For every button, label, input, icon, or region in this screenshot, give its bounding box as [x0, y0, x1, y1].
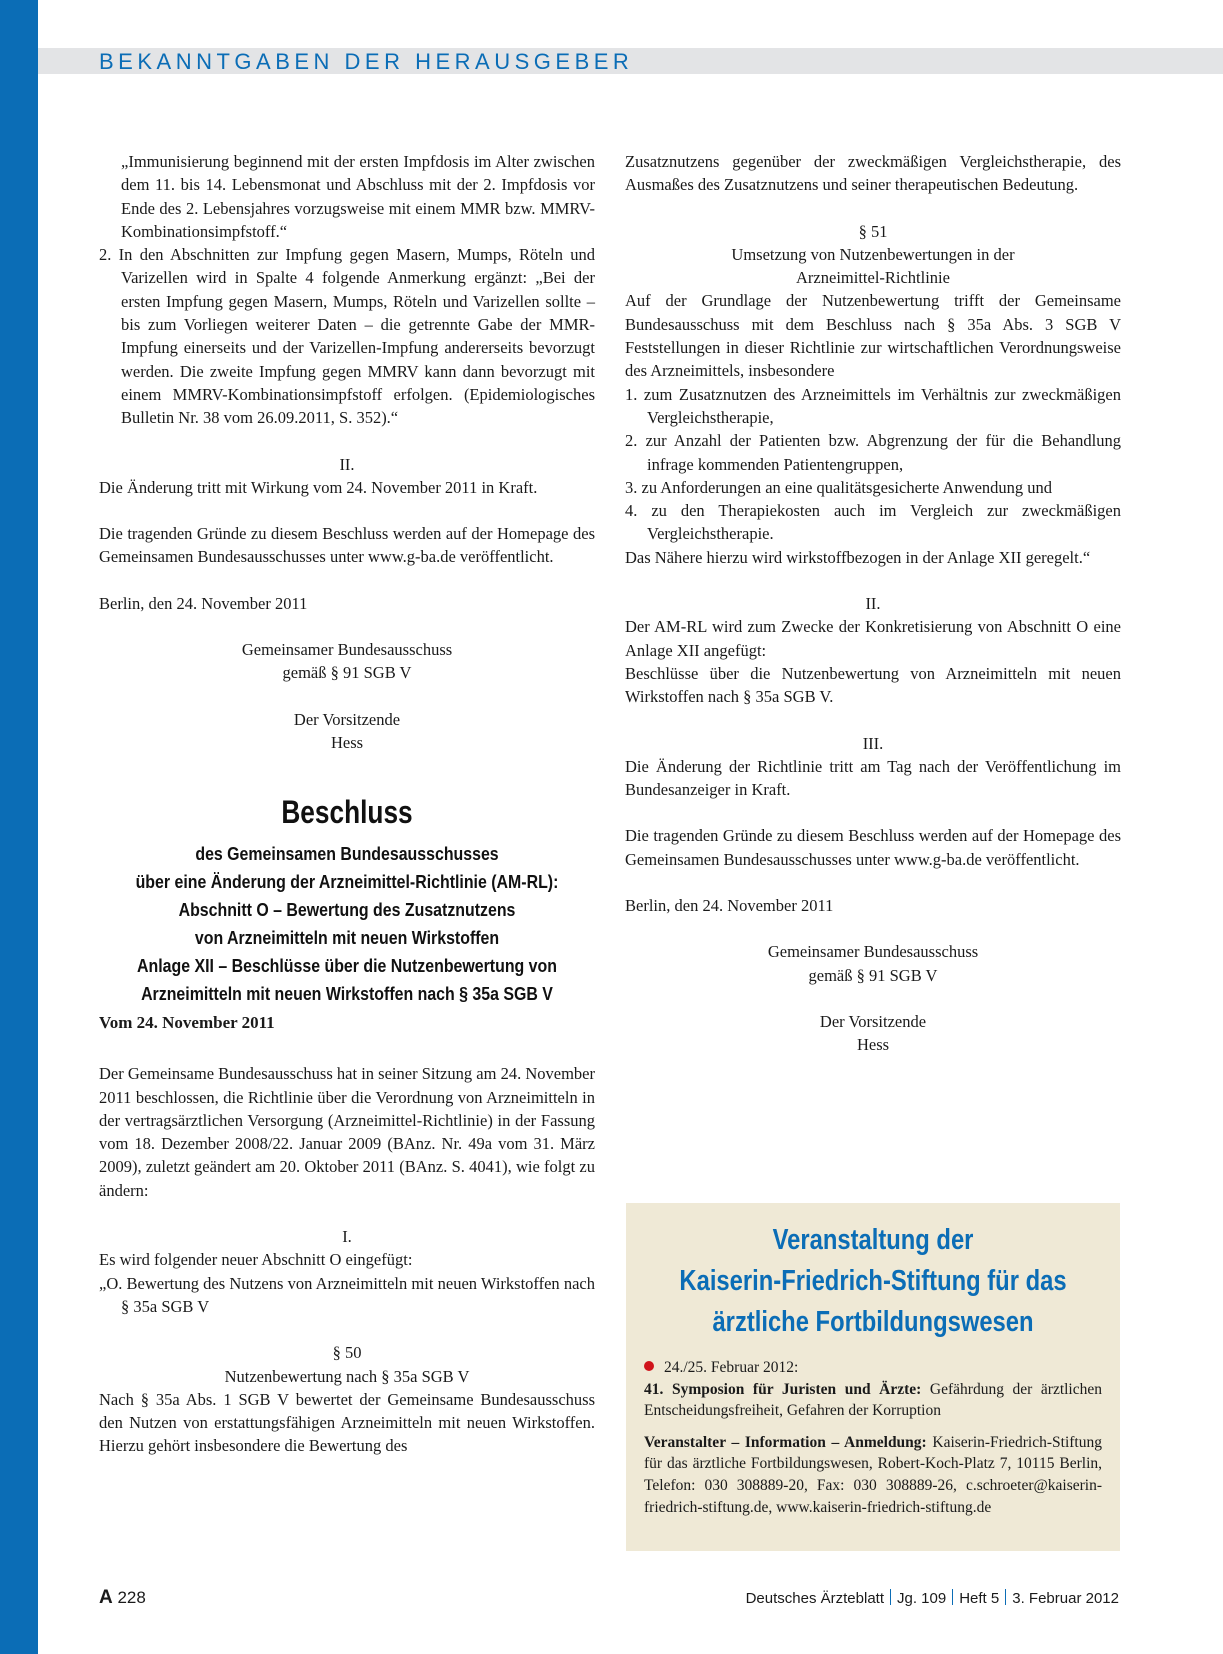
insert-intro: Es wird folgender neuer Abschnitt O eingefügt:: [99, 1250, 413, 1270]
section-number: II.: [339, 454, 355, 474]
paragraph-number: § 50: [332, 1343, 362, 1363]
event-desc: Gefährdung der ärztlichen Entscheidungsfreiheit, Gefahren der Korruption: [644, 1380, 1103, 1420]
signature-legal: gemäß § 91 SGB V: [282, 663, 412, 683]
section-number: I.: [342, 1227, 352, 1247]
page-number: [99, 1587, 146, 1609]
signature-role: Der Vorsitzende: [293, 709, 401, 729]
intro-paragraph: Der Gemeinsame Bundesausschuss hat in seiner Sitzung am 24. November 2011 beschlossen, die Richtlinie über die Verordnung von Arzneimitteln in der vertragsärztlichen Versorgung (Arzneimittel-Richtlinie) in der Fassung vom 18. Dezember 2008/22. Januar 2009 (BAnz. Nr. 49a vom 31. März 2009), zuletzt geändert am 20. Oktober 2011 (BAnz. S. 4041), wie folgt zu ändern:: [99, 1064, 595, 1200]
contact-label: Veranstalter – Information – Anmeldung:: [644, 1433, 927, 1451]
event-contact: [644, 1432, 1102, 1518]
beschluss-subtitle-line: Abschnitt O – Bewertung des Zusatznutzens: [178, 899, 516, 921]
contact-text: Kaiserin-Friedrich-Stiftung für das ärztliche Fortbildungswesen, Robert-Koch-Platz 7, 10115 Berlin, Telefon: 030 308889-20, Fax: 030 308889-26, c.schroeter@kaiserin-friedrich-stiftung.de, www.kaiserin-friedrich-stiftung.de: [644, 1433, 1102, 1516]
place-date: Berlin, den 24. November 2011: [99, 593, 308, 613]
beschluss-subtitle-line: Anlage XII – Beschlüsse über die Nutzenbewertung von: [137, 955, 557, 977]
continuation-text: Zusatznutzens gegenüber der zweckmäßigen Vergleichstherapie, des Ausmaßes des Zusatznutzens und seiner therapeutischen Bedeutung.: [625, 152, 1121, 195]
paragraph-title: Nutzenbewertung nach § 35a SGB V: [224, 1366, 470, 1386]
signature-name: Hess: [330, 732, 364, 752]
right-column: [625, 150, 1121, 1057]
beschluss-subtitle-line: von Arzneimitteln mit neuen Wirkstoffen: [194, 927, 500, 949]
event-title-line: Kaiserin-Friedrich-Stiftung für das: [679, 1265, 1067, 1297]
list-item: 1. zum Zusatznutzen des Arzneimittels im Verhältnis zur zweckmäßigen Vergleichstherapie,: [625, 384, 1121, 427]
event-title-line: ärztliche Fortbildungswesen: [712, 1306, 1034, 1338]
signature-body: Gemeinsamer Bundesausschuss: [767, 942, 979, 962]
reasons-text: Die tragenden Gründe zu diesem Beschluss werden auf der Homepage des Gemeinsamen Bundesausschusses unter www.g-ba.de veröffentlicht.: [99, 524, 595, 567]
event-description: [644, 1379, 1102, 1422]
red-bullet-icon: [644, 1361, 654, 1371]
event-announcement-box: [626, 1203, 1120, 1551]
annex-text: Der AM-RL wird zum Zwecke der Konkretisierung von Abschnitt O eine Anlage XII angefügt:: [625, 617, 1121, 660]
list-item: 2. In den Abschnitten zur Impfung gegen Masern, Mumps, Röteln und Varizellen wird in Spalte 4 folgende Anmerkung ergänzt: „Bei der ersten Impfung gegen Masern, Mumps, Röteln und Varizellen sollte –bis zum Vorliegen weiterer Daten – die getrennte Gabe der MMR-Impfung einerseits und der Varizellen-Impfung andererseits bevorzugt werden. Die zweite Impfung gegen MMRV kann dann bevorzugt mit einem MMRV-Kombinationsimpfstoff erfolgen. (Epidemiologisches Bulletin Nr. 38 vom 26.09.2011, S. 352).“: [99, 245, 595, 428]
annex-text: Beschlüsse über die Nutzenbewertung von Arzneimitteln mit neuen Wirkstoffen nach § 35a SGB V.: [625, 663, 1121, 707]
reasons-text: Die tragenden Gründe zu diesem Beschluss werden auf der Homepage des Gemeinsamen Bundesausschusses unter www.g-ba.de veröffentlicht.: [625, 826, 1121, 869]
effective-date-text: Die Änderung der Richtlinie tritt am Tag nach der Veröffentlichung im Bundesanzeiger in Kraft.: [625, 756, 1121, 800]
beschluss-subtitle-line: des Gemeinsamen Bundesausschusses: [195, 843, 499, 865]
beschluss-subtitle-line: über eine Änderung der Arzneimittel-Richtlinie (AM-RL):: [135, 871, 559, 893]
signature-body: Gemeinsamer Bundesausschuss: [241, 640, 453, 660]
quote-paragraph: „Immunisierung beginnend mit der ersten Impfdosis im Alter zwischen dem 11. bis 14. Lebensmonat und Abschluss mit der 2. Impfdosis vor Ende des 2. Lebensjahres vorzugsweise mit einem MMR bzw. MMRV-Kombinationsimpfstoff.“: [121, 152, 595, 241]
page-number-value: 228: [117, 1588, 146, 1607]
event-date-line: [644, 1357, 1102, 1379]
journal-issue: Heft 5: [959, 1590, 1000, 1607]
beschluss-subtitle-line: Arzneimitteln mit neuen Wirkstoffen nach § 35a SGB V: [141, 983, 553, 1005]
list-item: 3. zu Anforderungen an eine qualitätsgesicherte Anwendung und: [625, 477, 1053, 497]
insert-item: „O. Bewertung des Nutzens von Arzneimitteln mit neuen Wirkstoffen nach § 35a SGB V: [99, 1273, 595, 1316]
section-title: BEKANNTGABEN DER HERAUSGEBER: [99, 49, 634, 74]
paragraph-title: Umsetzung von Nutzenbewertungen in der: [731, 244, 1015, 264]
list-item: 2. zur Anzahl der Patienten bzw. Abgrenzung der für die Behandlung infrage kommenden Patientengruppen,: [625, 431, 1121, 474]
event-box-title: [670, 1220, 1075, 1343]
section-number: III.: [862, 733, 884, 753]
section-number: II.: [865, 594, 881, 614]
journal-name: Deutsches Ärzteblatt: [745, 1590, 884, 1607]
paragraph-title: Arzneimittel-Richtlinie: [796, 268, 950, 288]
paragraph-text: Nach § 35a Abs. 1 SGB V bewertet der Gemeinsame Bundesausschuss den Nutzen von erstattungsfähigen Arzneimitteln mit neuen Wirkstoffen. Hierzu gehört insbesondere die Bewertung des: [99, 1389, 595, 1456]
event-title-line: Veranstaltung der: [772, 1224, 974, 1256]
details-text: Das Nähere hierzu wird wirkstoffbezogen in der Anlage XII geregelt.“: [625, 547, 1091, 567]
paragraph-text: Auf der Grundlage der Nutzenbewertung trifft der Gemeinsame Bundesausschuss mit dem Beschluss nach § 35a Abs. 3 SGB V Feststellungen in dieser Richtlinie zur wirtschaftlichen Verordnungsweise des Arzneimittels, insbesondere: [625, 291, 1121, 381]
effective-date-text: Die Änderung tritt mit Wirkung vom 24. November 2011 in Kraft.: [99, 477, 538, 497]
paragraph-number: § 51: [858, 221, 888, 241]
journal-info: [746, 1589, 1119, 1607]
signature-legal: gemäß § 91 SGB V: [808, 965, 938, 985]
beschluss-date: Vom 24. November 2011: [99, 1013, 275, 1033]
left-column: [99, 150, 595, 1458]
beschluss-title: Beschluss: [281, 794, 413, 831]
signature-role: Der Vorsitzende: [819, 1011, 927, 1031]
journal-date: 3. Februar 2012: [1012, 1590, 1119, 1607]
left-accent-bar: [0, 0, 38, 1654]
place-date: Berlin, den 24. November 2011: [625, 896, 834, 916]
journal-volume: Jg. 109: [897, 1590, 947, 1607]
event-name: 41. Symposion für Juristen und Ärzte:: [644, 1380, 922, 1398]
page-prefix: A: [99, 1587, 113, 1608]
event-date: 24./25. Februar 2012:: [664, 1359, 799, 1376]
list-item: 4. zu den Therapiekosten auch im Vergleich zur zweckmäßigen Vergleichstherapie.: [625, 501, 1121, 544]
signature-name: Hess: [856, 1035, 890, 1055]
